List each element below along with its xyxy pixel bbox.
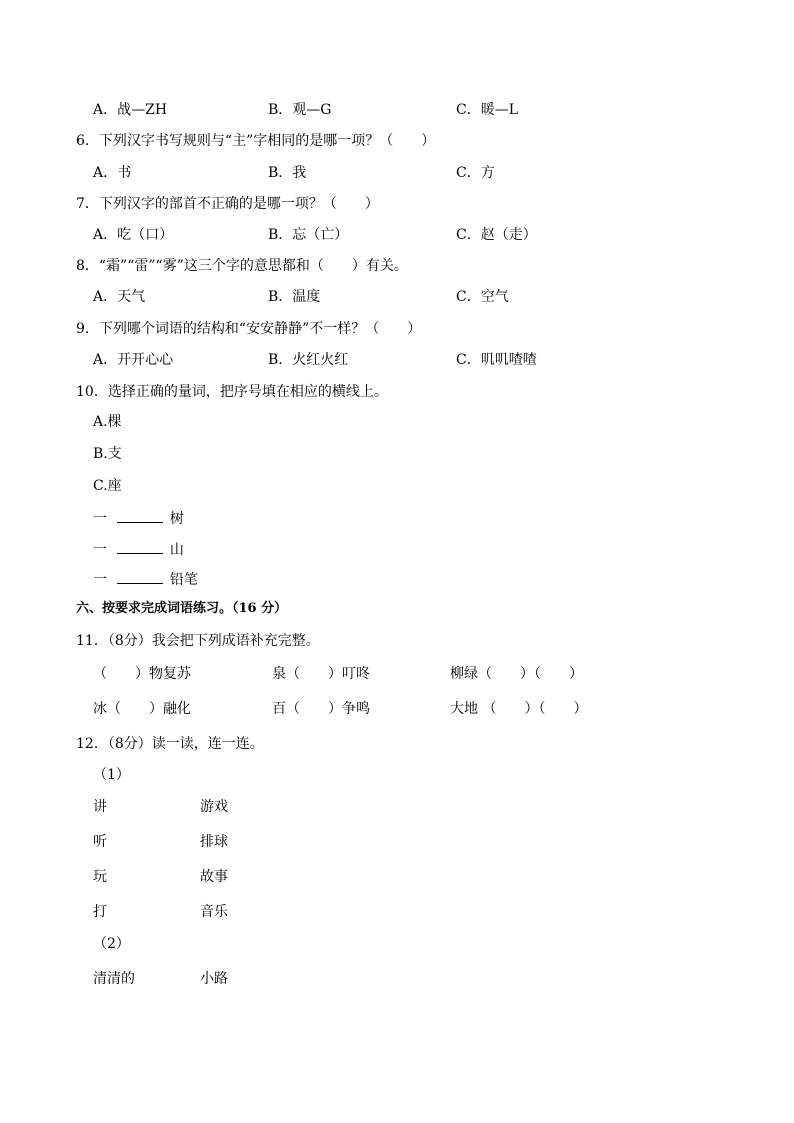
q11-idiom-1: （ ）物复苏 [93,666,191,682]
q7-stem: 7．下列汉字的部首不正确的是哪一项？（ ） [76,196,379,212]
q10-item-prefix: 一 [93,511,107,527]
q6-option-b: B．我 [268,165,307,181]
q12-part2-right-1[interactable]: 小路 [200,971,228,987]
q6-option-a: A．书 [93,165,132,181]
q9-option-a: A．开开心心 [93,352,174,368]
q10-blank-2[interactable] [117,539,163,554]
q9-option-c: C．叽叽喳喳 [456,352,537,368]
q12-right-4[interactable]: 音乐 [200,904,228,920]
q12-left-1[interactable]: 讲 [93,799,107,815]
q11-idiom-5: 百（ ）争鸣 [272,701,370,717]
q5-option-c: C．暖—L [456,102,519,118]
q8-stem: 8．“霜”“雷”“雾”这三个字的意思都和（ ）有关。 [76,258,408,274]
q12-part1-label: （1） [93,767,130,783]
q11-idiom-4: 冰（ ）融化 [93,701,191,717]
q10-item-3 [93,569,198,589]
q12-left-3[interactable]: 玩 [93,869,107,885]
q10-choice-a: A.棵 [93,414,122,430]
q11-idiom-2: 泉（ ）叮咚 [272,666,370,682]
q9-stem: 9．下列哪个词语的结构和“安安静静”不一样？（ ） [76,321,422,337]
q6-option-c: C．方 [456,165,495,181]
q5-option-b: B．观—G [268,102,332,118]
q10-item-1 [93,508,184,528]
q7-option-b: B．忘（亡） [268,227,349,243]
q12-stem: 12．（8分）读一读，连一连。 [76,736,264,752]
q6-stem: 6．下列汉字书写规则与“主”字相同的是哪一项？（ ） [76,133,436,149]
q10-choice-c: C.座 [93,478,122,494]
q10-stem: 10．选择正确的量词，把序号填在相应的横线上。 [76,384,388,400]
q10-choice-b: B.支 [93,446,122,462]
q8-option-c: C．空气 [456,289,509,305]
q12-right-1[interactable]: 游戏 [200,799,228,815]
q10-item-prefix: 一 [93,572,107,588]
q7-option-c: C．赵（走） [456,227,537,243]
q11-stem: 11．（8分）我会把下列成语补充完整。 [76,633,320,649]
q10-item-label: 山 [169,542,184,558]
q8-option-b: B．温度 [268,289,321,305]
q12-part2-left-1[interactable]: 清清的 [93,971,135,987]
q11-idiom-6: 大地 （ ）（ ） [450,701,588,717]
q10-item-2 [93,539,184,559]
q10-item-label: 铅笔 [169,572,198,588]
q12-right-3[interactable]: 故事 [200,869,228,885]
q10-item-prefix: 一 [93,542,107,558]
q10-blank-1[interactable] [117,508,163,523]
q10-item-label: 树 [169,511,184,527]
q11-idiom-3: 柳绿（ ）（ ） [450,666,583,682]
q5-option-a: A．战—ZH [93,102,168,118]
q12-right-2[interactable]: 排球 [200,834,228,850]
q7-option-a: A．吃（口） [93,227,174,243]
q12-left-2[interactable]: 听 [93,834,107,850]
q12-left-4[interactable]: 打 [93,904,107,920]
section-6-title: 六、按要求完成词语练习。（16 分） [76,601,288,616]
q8-option-a: A．天气 [93,289,146,305]
q10-blank-3[interactable] [117,569,163,584]
q9-option-b: B．火红火红 [268,352,349,368]
q12-part2-label: （2） [93,936,130,952]
